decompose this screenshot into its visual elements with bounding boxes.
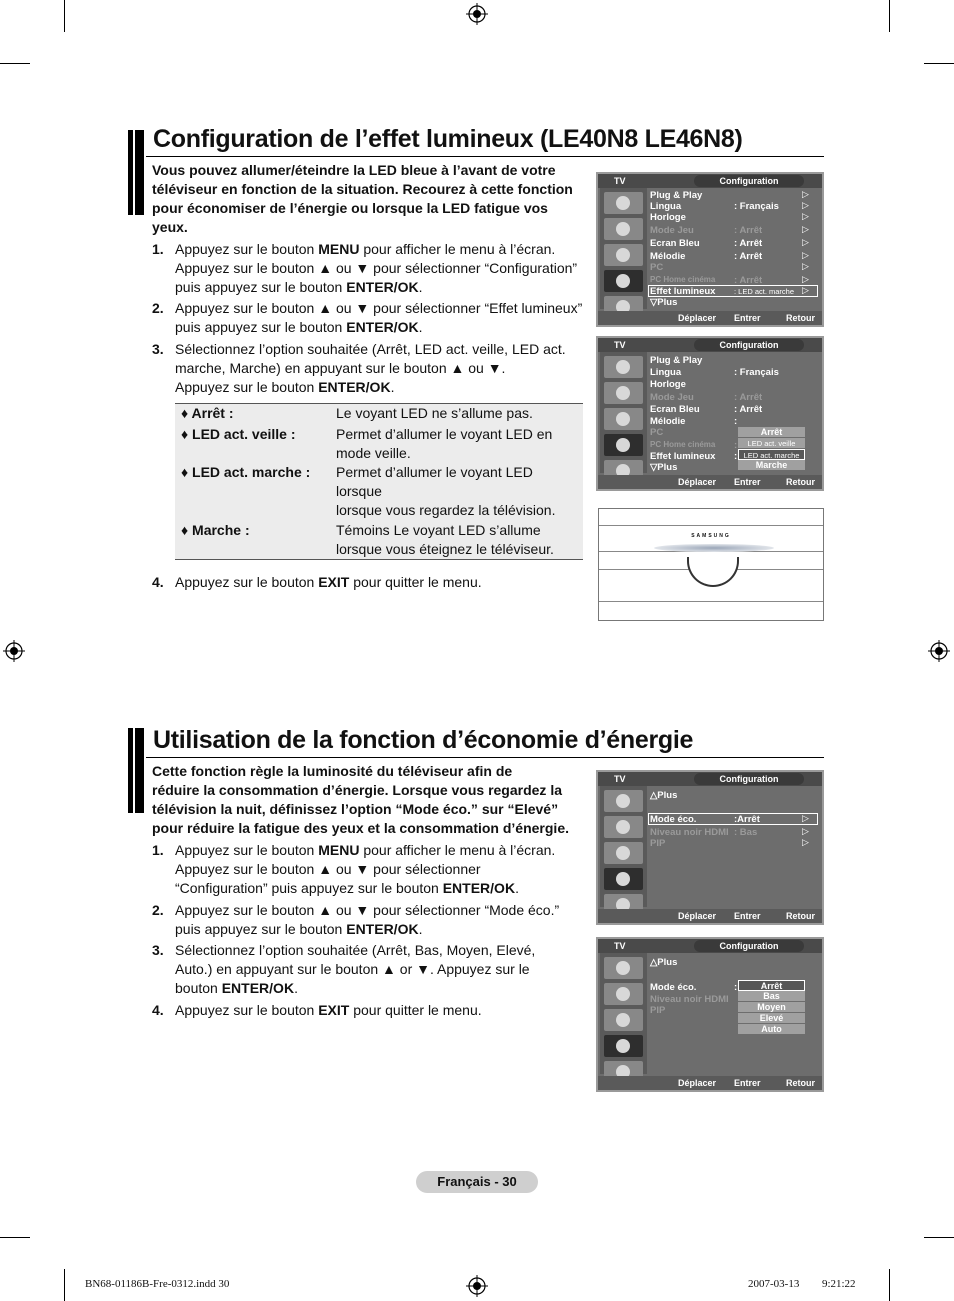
osd-dropdown: Arrêt LED act. veille LED act. marche Marche xyxy=(738,427,805,471)
picture-icon xyxy=(604,192,643,214)
section-intro: Cette fonction règle la luminosité du téléviseur afin de réduire la consommation d’énergie. Lorsque vous regardez la télévision la nuit, définissez l’option “Mode éco.” sur “Elevé” pour réduire la fatigue des yeux et la consommation d’énergie. xyxy=(152,763,569,836)
channel-icon xyxy=(604,408,643,430)
section-marker xyxy=(128,130,144,215)
registration-mark-icon xyxy=(3,640,25,662)
section-rule xyxy=(146,757,824,758)
crop-mark xyxy=(64,0,65,32)
section-title: Configuration de l’effet lumineux (LE40N8 LE46N8) xyxy=(153,125,743,153)
osd-footer: Déplacer Entrer Retour xyxy=(598,1076,822,1090)
section-rule xyxy=(146,156,824,157)
setup-icon xyxy=(604,868,643,890)
channel-icon xyxy=(604,842,643,864)
osd-sidebar xyxy=(600,352,647,473)
section-marker xyxy=(128,728,144,813)
crop-mark xyxy=(924,63,954,64)
osd-screen: TV Configuration △Plus Mode éco. :Arrêt Niveau noir HDMI : Bas PIP ▷ ▷ ▷ Déplacer Entrer Retour xyxy=(596,770,824,925)
registration-mark-icon xyxy=(466,1275,488,1297)
crop-mark xyxy=(0,63,30,64)
picture-icon xyxy=(604,957,643,979)
osd-footer: Déplacer Entrer Retour xyxy=(598,311,822,325)
crop-mark xyxy=(889,0,890,32)
brand-logo: SAMSUNG xyxy=(691,533,731,539)
osd-footer: Déplacer Entrer Retour xyxy=(598,475,822,489)
osd-sidebar xyxy=(600,953,647,1074)
page-number: Français - 30 xyxy=(416,1171,538,1193)
osd-sidebar xyxy=(600,188,647,309)
channel-icon xyxy=(604,1009,643,1031)
options-table: ♦ Arrêt : Le voyant LED ne s’allume pas. ♦ LED act. veille : Permet d’allumer le voyant LED en mode veille. ♦ LED act. marche : Permet d’allumer le voyant LED lorsque lorsque vous regardez la télévision. ♦ Marche : Témoins Le voyant LED s’allume lorsque vous éteignez le téléviseur. xyxy=(175,403,583,560)
osd-screen: TV Configuration Plug & Play Lingua : Français Horloge Mode Jeu : Arrêt Ecran Bleu : Arrêt Mélodie : Arrêt PC PC Home cinéma : Arrêt Effet lumineux : LED act. marche ▽Plus ▷ ▷ ▷ ▷ ▷ ▷ ▷ ▷ ▷ Déplacer Entrer Retour xyxy=(596,172,824,327)
registration-mark-icon xyxy=(466,3,488,25)
sound-icon xyxy=(604,218,643,240)
sound-icon xyxy=(604,382,643,404)
picture-icon xyxy=(604,356,643,378)
picture-icon xyxy=(604,790,643,812)
setup-icon xyxy=(604,270,643,292)
crop-mark xyxy=(889,1269,890,1301)
section-title: Utilisation de la fonction d’économie d’énergie xyxy=(153,726,694,754)
osd-footer: Déplacer Entrer Retour xyxy=(598,909,822,923)
sound-icon xyxy=(604,816,643,838)
osd-screen: TV Configuration Plug & Play Lingua : Français Horloge Mode Jeu : Arrêt Ecran Bleu : Arrêt Mélodie : PC PC Home cinéma : Effet lumineux : ▽Plus Arrêt LED act. veille LED act. marche Marche Déplacer Entrer Retour xyxy=(596,336,824,491)
osd-dropdown: Arrêt Bas Moyen Elevé Auto xyxy=(738,980,805,1035)
crop-mark xyxy=(0,1237,30,1238)
channel-icon xyxy=(604,244,643,266)
tv-led-illustration xyxy=(598,508,824,621)
footer-date: 2007-03-13 ￿￿ 9:21:22 xyxy=(748,1278,856,1290)
setup-icon xyxy=(604,434,643,456)
crop-mark xyxy=(924,1237,954,1238)
registration-mark-icon xyxy=(928,640,950,662)
setup-icon xyxy=(604,1035,643,1057)
footer-file: BN68-01186B-Fre-0312.indd 30 xyxy=(85,1278,230,1290)
osd-screen: TV Configuration △Plus Mode éco. : Niveau noir HDMI PIP Arrêt Bas Moyen Elevé Auto Déplacer Entrer Retour xyxy=(596,937,824,1092)
section-intro: Vous pouvez allumer/éteindre la LED bleue à l’avant de votre téléviseur en fonction de la situation. Recourez à cette fonction pour économiser de l’énergie ou lorsque la LED fatigue vos yeux. xyxy=(152,162,573,235)
crop-mark xyxy=(64,1269,65,1301)
sound-icon xyxy=(604,983,643,1005)
osd-sidebar xyxy=(600,786,647,907)
